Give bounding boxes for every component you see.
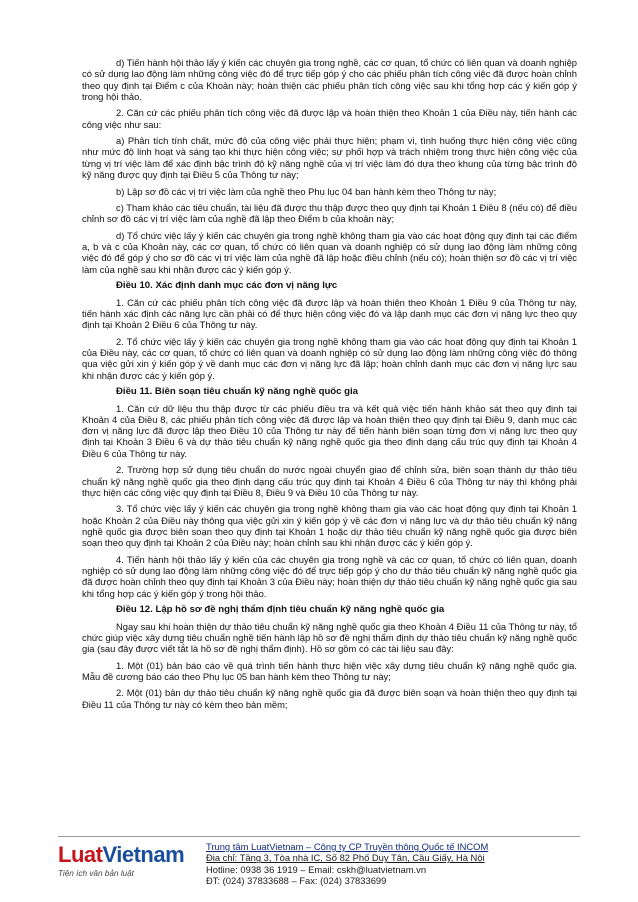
paragraph-1d: d) Tiến hành hội thảo lấy ý kiến các chuyên gia trong nghề, các cơ quan, tổ chức có liên quan và doanh nghiệp có sử dụng lao động làm những công việc đó để trực tiếp góp ý cho các phiếu phân tích công việc đã được hoàn chỉnh theo quy định tại Điểm c của Khoản này; hoàn thiện các phiếu phân tích công việc sau khi tổng hợp các ý kiến góp ý trong hội thảo. <box>82 57 577 102</box>
paragraph-2a: a) Phân tích tính chất, mức độ của công việc phải thực hiện; phạm vi, tình huống thực hiện công việc cũng như mức độ linh hoạt và sáng tạo khi thực hiện công việc; sự phối hợp và trách nhiệm trong thực hiện công việc của từng vị trí việc làm để xác định bậc trình độ kỹ năng nghề của vị trí việc làm đó dựa theo khung của từng bậc trình độ kỹ năng được quy định tại Điều 5 của Thông tư này; <box>82 135 577 181</box>
paragraph-2c: c) Tham khảo các tiêu chuẩn, tài liệu đã được thu thập được theo quy định tại Khoản 1 Điều 8 (nếu có) để điều chỉnh sơ đồ các vị trí việc làm của nghề đã lập theo Điểm b của khoản này; <box>82 202 577 225</box>
document-body <box>82 57 577 715</box>
article-12-clause-1: 1. Một (01) bản báo cáo về quá trình tiến hành thực hiện việc xây dựng tiêu chuẩn kỹ năng nghề quốc gia. Mẫu đề cương báo cáo theo Phụ lục 05 ban hành kèm theo Thông tư này; <box>82 659 577 682</box>
article-10-clause-2: 2. Tổ chức việc lấy ý kiến các chuyên gia trong nghề không tham gia vào các hoạt động quy định tại Khoản 1 của Điều này, các cơ quan, tổ chức có liên quan và doanh nghiệp có sử dụng lao động làm những công việc đó thông qua việc gửi xin ý kiến góp ý về danh mục các đơn vị năng lực đã lập; hoàn chỉnh danh mục các đơn vị năng lực sau khi nhận được các ý kiến góp ý. <box>82 335 577 381</box>
article-10-clause-1: 1. Căn cứ các phiếu phân tích công việc đã được lập và hoàn thiện theo Khoản 1 Điều 9 của Thông tư này, tiến hành xác định các năng lực cần phải có để thực hiện công việc đó và lập danh mục các đơn vị năng lực theo quy định tại Khoản 2 Điều 6 của Thông tư này. <box>82 296 577 331</box>
article-12-clause-2: 2. Một (01) bản dự thảo tiêu chuẩn kỹ năng nghề quốc gia đã được biên soạn và hoàn thiện theo quy định tại Điều 11 của Thông tư này có kèm theo bản mềm; <box>82 687 577 710</box>
logo-luat-text: Luat <box>58 842 103 867</box>
footer-phone-fax-line: ĐT: (024) 37833688 – Fax: (024) 37833699 <box>206 874 387 886</box>
article-11-heading: Điều 11. Biên soạn tiêu chuẩn kỹ năng nghề quốc gia <box>116 386 359 398</box>
article-11-clause-1: 1. Căn cứ dữ liệu thu thập được từ các phiếu điều tra và kết quả việc tiến hành khảo sát theo quy định tại Khoản 4 của Điều 8, các phiếu phân tích công việc đã được lập và hoàn thiện theo quy định tại Điều 9, danh mục các đơn vị năng lực đã được lập theo Điều 10 của Thông tư này để tiến hành biên soạn từng đơn vị năng lực theo quy định tại Khoản 3 Điều 6 và dự thảo tiêu chuẩn kỹ năng nghề quốc gia theo định dạng cấu trúc quy định tại Khoản 4 Điều 6 của Thông tư này. <box>82 402 577 459</box>
footer-hotline-line: Hotline: 0938 36 1919 – Email: cskh@luatvietnam.vn <box>206 863 427 875</box>
paragraph-2: 2. Căn cứ các phiếu phân tích công việc đã được lập và hoàn thiện theo Khoản 1 của Điều này, tiến hành các công việc như sau: <box>82 107 577 130</box>
footer-contact-info <box>206 841 580 886</box>
article-12-intro: Ngay sau khi hoàn thiện dự thảo tiêu chuẩn kỹ năng nghề quốc gia theo Khoản 4 Điều 11 của Thông tư này, tổ chức giúp việc xây dựng tiêu chuẩn nghề tiến hành lập hồ sơ đề nghị thẩm định dự thảo tiêu chuẩn kỹ năng nghề quốc gia (sau đây được viết tắt là hồ sơ đề nghị thẩm định). Hồ sơ gồm có các tài liệu sau đây: <box>82 620 577 655</box>
article-11-clause-4: 4. Tiến hành hội thảo lấy ý kiến của các chuyên gia trong nghề và các cơ quan, tổ chức có liên quan, doanh nghiệp có sử dụng lao động làm những công việc đó để trực tiếp góp ý cho dự thảo tiêu chuẩn kỹ năng nghề quốc gia đã được hoàn chỉnh theo quy định tại Khoản 3 của Điều này; hoàn thiện dự thảo tiêu chuẩn kỹ năng nghề quốc gia sau khi tổng hợp các ý kiến góp ý trong hội thảo. <box>82 553 577 599</box>
footer-address-line: Địa chỉ: Tầng 3, Tòa nhà IC, Số 82 Phố Duy Tân, Cầu Giấy, Hà Nội <box>206 852 485 864</box>
article-10-heading: Điều 10. Xác định danh mục các đơn vị năng lực <box>116 280 338 292</box>
paragraph-2d: d) Tổ chức việc lấy ý kiến các chuyên gia trong nghề không tham gia vào các hoạt động quy định tại các điểm a, b và c của Khoản này, các cơ quan, tổ chức có liên quan và doanh nghiệp có sử dụng lao động làm những công việc đó để góp ý cho sơ đồ các vị trí việc làm của nghề đã lập hoặc điều chỉnh (nếu có); hoàn thiện sơ đồ các vị trí việc làm của nghề sau khi nhận được các ý kiến góp ý. <box>82 229 577 275</box>
footer-company-line: Trung tâm LuatVietnam – Công ty CP Truyền thông Quốc tế INCOM <box>206 841 489 852</box>
article-11-clause-2: 2. Trường hợp sử dụng tiêu chuẩn do nước ngoài chuyển giao để chỉnh sửa, biên soạn thành dự thảo tiêu chuẩn kỹ năng nghề quốc gia theo định dạng cấu trúc quy định tại Khoản 4 Điều 6 của Thông tư này thì không phải thực hiện các công việc quy định tại Điều 8, Điều 9 và Điều 10 của Thông tư này. <box>82 464 577 498</box>
paragraph-2b: b) Lập sơ đồ các vị trí việc làm của nghề theo Phụ lục 04 ban hành kèm theo Thông tư này; <box>116 185 497 197</box>
article-11-clause-3: 3. Tổ chức việc lấy ý kiến các chuyên gia trong nghề không tham gia vào các hoạt động quy định tại Khoản 1 hoặc Khoản 2 của Điều này thông qua việc gửi xin ý kiến góp ý về các đơn vị năng lực và dự thảo tiêu chuẩn kỹ năng nghề quốc gia được biên soạn theo quy định tại Khoản 1 hoặc dự thảo tiêu chuẩn kỹ năng nghề quốc gia được biên soạn theo quy định tại Khoản 2 của Điều này; hoàn chỉnh sau khi nhận được các ý kiến góp ý. <box>82 503 577 549</box>
logo-vietnam-text: Vietnam <box>102 842 185 867</box>
article-12-heading: Điều 12. Lập hồ sơ đề nghị thẩm định tiêu chuẩn kỹ năng nghề quốc gia <box>116 604 445 616</box>
luatvietnam-logo[interactable] <box>58 843 198 885</box>
page-footer <box>58 836 580 889</box>
logo-tagline: Tiện ích văn bản luật <box>58 869 134 878</box>
